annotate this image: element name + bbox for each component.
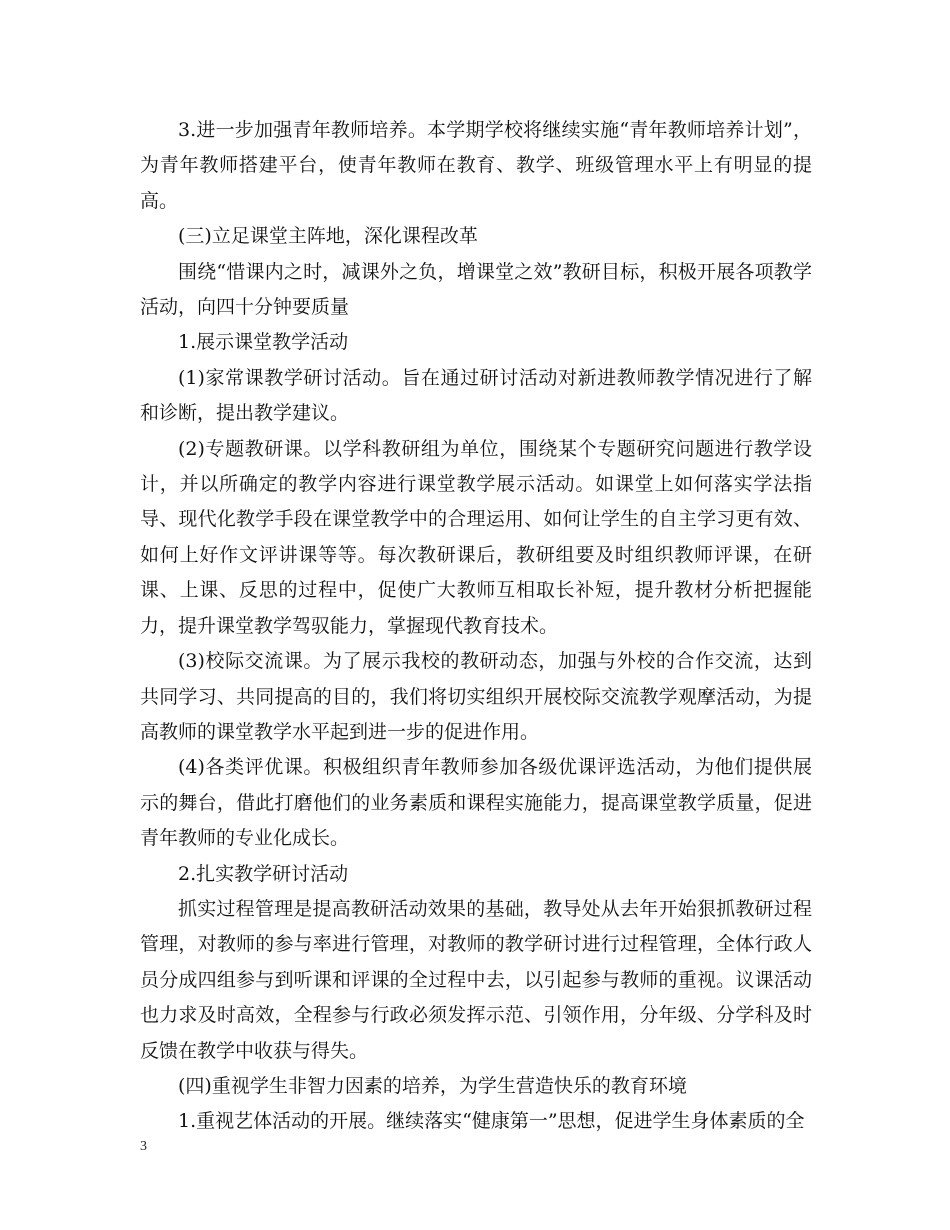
subsection-heading: 1.展示课堂教学活动: [178, 331, 349, 354]
paragraph: (4)各类评优课。积极组织青年教师参加各级优课评选活动，为他们提供展示的舞台，借此打磨他们的业务素质和课程实施能力，提高课堂教学质量，促进青年教师的专业化成长。: [140, 756, 812, 850]
paragraph: 1.重视艺体活动的开展。继续落实“健康第一”思想，促进学生身体素质的全: [178, 1110, 805, 1133]
section-heading: (三)立足课堂主阵地，深化课程改革: [178, 225, 478, 248]
paragraph: (1)家常课教学研讨活动。旨在通过研讨活动对新进教师教学情况进行了解和诊断，提出教学建议。: [140, 366, 812, 425]
paragraph: 围绕“惜课内之时，减课外之负，增课堂之效”教研目标，积极开展各项教学活动，向四十分钟要质量: [140, 260, 812, 319]
page-number: 3: [140, 1139, 147, 1154]
paragraph: 3.进一步加强青年教师培养。本学期学校将继续实施“青年教师培养计划”，为青年教师搭建平台，使青年教师在教育、教学、班级管理水平上有明显的提高。: [140, 119, 812, 212]
paragraph: 抓实过程管理是提高教研活动效果的基础，教导处从去年开始狠抓教研过程管理，对教师的参与率进行管理，对教师的教学研讨进行过程管理，全体行政人员分成四组参与到听课和评课的全过程中去，以引起参与教师的重视。议课活动也力求及时高效，全程参与行政必须发挥示范、引领作用，分年级、分学科及时反馈在教学中收获与得失。: [140, 897, 812, 1062]
paragraph: (2)专题教研课。以学科教研组为单位，围绕某个专题研究问题进行教学设计，并以所确定的教学内容进行课堂教学展示活动。如课堂上如何落实学法指导、现代化教学手段在课堂教学中的合理运用、如何让学生的自主学习更有效、如何上好作文评讲课等等。每次教研课后，教研组要及时组织教师评课，在研课、上课、反思的过程中，促使广大教师互相取长补短，提升教材分析把握能力，提升课堂教学驾驭能力，掌握现代教育技术。: [140, 437, 812, 637]
body-text: [140, 113, 812, 1140]
subsection-heading: 2.扎实教学研讨活动: [178, 862, 349, 885]
section-heading: (四)重视学生非智力因素的培养，为学生营造快乐的教育环境: [178, 1074, 687, 1097]
paragraph: (3)校际交流课。为了展示我校的教研动态，加强与外校的合作交流，达到共同学习、共同提高的目的，我们将切实组织开展校际交流教学观摩活动，为提高教师的课堂教学水平起到进一步的促进作用。: [140, 650, 812, 743]
